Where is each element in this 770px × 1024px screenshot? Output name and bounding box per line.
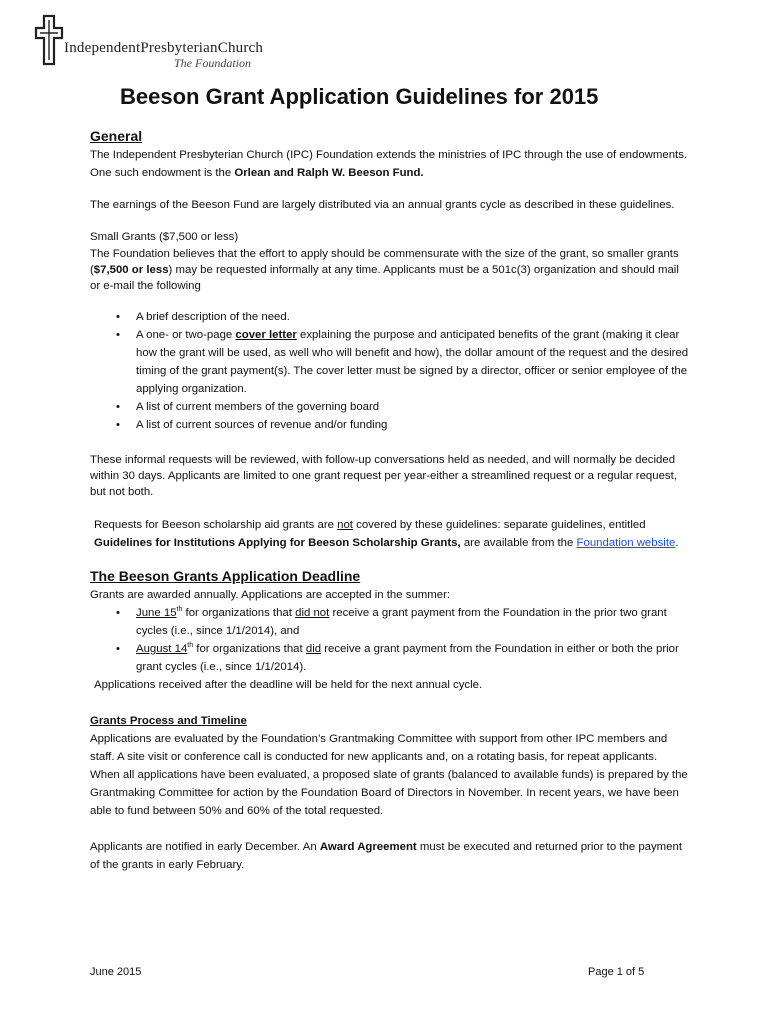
list-item: • A one- or two-page cover letter explaining the purpose and anticipated benefits of the grant (making it clear how the grant will be used, as well who will benefit and how), the dollar amount of the request and the desired timing of the grant payment(s). The cover letter must be signed by a director, officer or senior employee of the applying organization. — [90, 326, 690, 398]
paragraph-earnings: The earnings of the Beeson Fund are largely distributed via an annual grants cycle as described in these guidelines. — [90, 199, 675, 211]
cross-icon — [34, 14, 64, 66]
list-item: • A list of current sources of revenue and/or funding — [90, 416, 690, 434]
document-body — [90, 126, 690, 874]
section-heading-deadline: The Beeson Grants Application Deadline — [90, 568, 361, 584]
paragraph-small-grants: The Foundation believes that the effort to apply should be commensurate with the size of the grant, so smaller grants ($7,500 or less) may be requested informally at any time. Applicants must be a 501c(3) organization and should mail or e-mail the following — [90, 248, 679, 292]
paragraph-notification: Applicants are notified in early December. An Award Agreement must be executed and returned prior to the payment of the grants in early February. — [90, 841, 683, 871]
paragraph-intro: The Independent Presbyterian Church (IPC) Foundation extends the ministries of IPC through the use of endowments. One such endowment is the Orlean and Ralph W. Beeson Fund. — [90, 149, 688, 179]
section-heading-process: Grants Process and Timeline — [90, 715, 247, 727]
list-item: • A list of current members of the governing board — [90, 398, 690, 416]
list-item: • A brief description of the need. — [90, 308, 690, 326]
section-heading-general: General — [90, 128, 143, 144]
deadline-intro: Grants are awarded annually. Applications are accepted in the summer: — [90, 589, 451, 601]
organization-name: IndependentPresbyterianChurch — [64, 40, 264, 56]
foundation-website-link[interactable]: Foundation website — [576, 537, 676, 549]
foundation-subtitle: The Foundation — [174, 56, 251, 70]
page-title: Beeson Grant Application Guidelines for 2015 — [120, 84, 599, 109]
paragraph-informal-requests: These informal requests will be reviewed, with follow-up conversations held as needed, and will normally be decided within 30 days. Applicants are limited to one grant request per year-either a streamlined request or a regular request, but not both. — [90, 454, 677, 498]
list-item: • August 14th for organizations that did receive a grant payment from the Foundation in either or both the prior grant cycles (i.e., since 1/1/2014). — [90, 640, 690, 676]
footer-date: June 2015 — [90, 966, 142, 978]
requirements-list — [90, 308, 690, 434]
small-grants-label: Small Grants ($7,500 or less) — [90, 231, 239, 243]
paragraph-process: Applications are evaluated by the Foundation’s Grantmaking Committee with support from other IPC members and staff. A site visit or conference call is conducted for new applicants and, on a rotating basis, for repeat applicants. When all applications have been evaluated, a proposed slate of grants (balanced to available funds) is prepared by the Grantmaking Committee for action by the Foundation Board of Directors in November. In recent years, we have been able to fund between 50% and 60% of the total requested. — [90, 733, 688, 817]
deadline-list — [90, 604, 690, 676]
ipc-logo — [34, 14, 274, 70]
footer-page-number: Page 1 of 5 — [588, 966, 645, 978]
list-item: • June 15th for organizations that did not receive a grant payment from the Foundation in the prior two grant cycles (i.e., since 1/1/2014), and — [90, 604, 690, 640]
paragraph-scholarship: Requests for Beeson scholarship aid grants are not covered by these guidelines: separate guidelines, entitled Guidelines for Institutions Applying for Beeson Scholarship Grants, are available from the Foundation website. — [94, 519, 679, 549]
deadline-note: Applications received after the deadline will be held for the next annual cycle. — [94, 679, 483, 691]
